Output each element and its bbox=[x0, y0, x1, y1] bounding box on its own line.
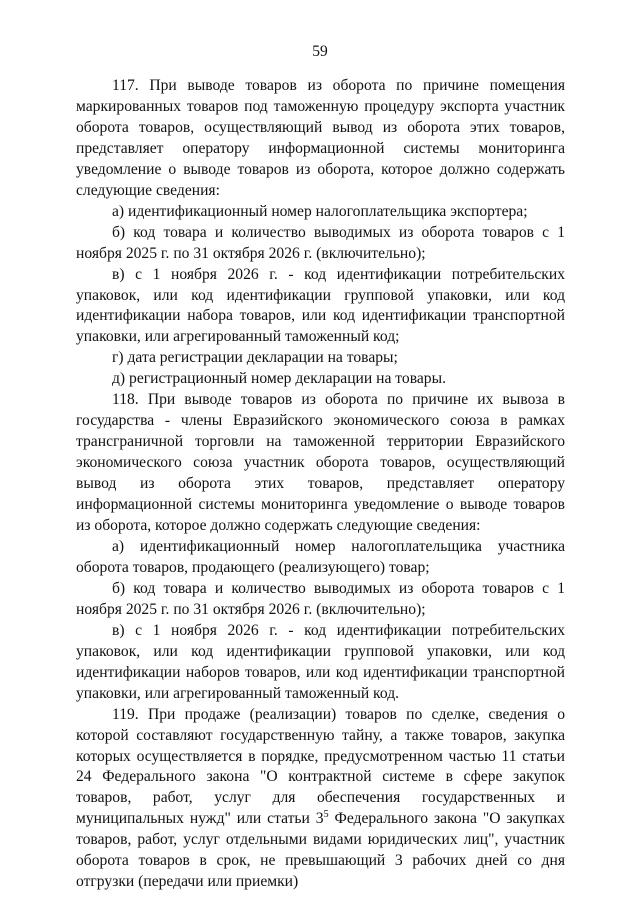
superscript-article-number: 5 bbox=[323, 809, 329, 821]
paragraph-118-item-a: а) идентификационный номер налогоплательщика участника оборота товаров, продающего (реализующего) товар; bbox=[76, 537, 565, 576]
paragraph-119 bbox=[76, 705, 565, 894]
paragraph-118-item-v: в) с 1 ноября 2026 г. - код идентификации потребительских упаковок, или код идентификации групповой упаковки, или код идентификации наборов товаров, или код идентификации транспортной упаковки, или агрегированный таможенный код. bbox=[76, 621, 565, 702]
document-body bbox=[76, 76, 565, 893]
paragraph-117-item-g: г) дата регистрации декларации на товары; bbox=[112, 349, 398, 367]
paragraph-119-text-end: Федерального закона "О закупках товаров, работ, услуг отдельными видами юридических лиц", участник оборота товаров в срок, не превышающий 3 рабочих дней со дня отгрузки (передачи или приемки) bbox=[76, 810, 565, 891]
paragraph-117-item-a: а) идентификационный номер налогоплательщика экспортера; bbox=[112, 202, 528, 220]
paragraph-117: 117. При выводе товаров из оборота по причине помещения маркированных товаров под таможенную процедуру экспорта участник оборота товаров, осуществляющий вывод из оборота этих товаров, представляет оператору информационной системы мониторинга уведомление о выводе товаров из оборота, которое должно содержать следующие сведения: bbox=[76, 77, 565, 199]
paragraph-117-item-v: в) с 1 ноября 2026 г. - код идентификации потребительских упаковок, или код идентификации групповой упаковки, или код идентификации набора товаров, или код идентификации транспортной упаковки, или агрегированный таможенный код; bbox=[76, 265, 565, 346]
paragraph-117-item-b: б) код товара и количество выводимых из оборота товаров с 1 ноября 2025 г. по 31 октября 2026 г. (включительно); bbox=[76, 223, 565, 262]
paragraph-119-text-start: 119. При продаже (реализации) товаров по сделке, сведения о которой составляют государственную тайну, а также товаров, закупка которых осуществляется в порядке, предусмотренном частью 11 статьи 24 Федерального закона "О контрактной системе в сфере закупок товаров, работ, услуг для обеспечения государственных и муниципальных нужд" или статьи 3 bbox=[76, 705, 565, 828]
page-number: 59 bbox=[312, 43, 328, 60]
paragraph-118: 118. При выводе товаров из оборота по причине их вывоза в государства - члены Евразийского экономического союза в рамках трансграничной торговли на таможенной территории Евразийского экономического союза участник оборота товаров, осуществляющий вывод из оборота этих товаров, представляет оператору информационной системы мониторинга уведомление о выводе товаров из оборота, которое должно содержать следующие сведения: bbox=[76, 391, 565, 535]
paragraph-118-item-b: б) код товара и количество выводимых из оборота товаров с 1 ноября 2025 г. по 31 октября 2026 г. (включительно); bbox=[76, 579, 565, 618]
paragraph-117-item-d: д) регистрационный номер декларации на товары. bbox=[112, 370, 446, 388]
